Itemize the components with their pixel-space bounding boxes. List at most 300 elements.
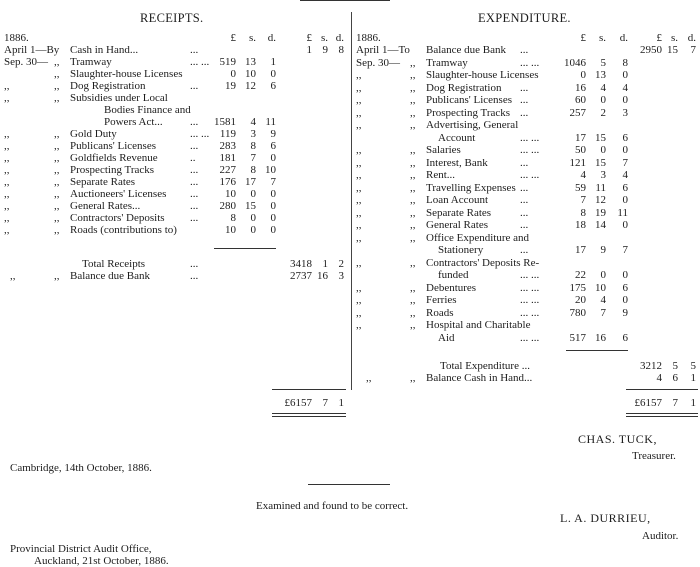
receipts-row-dots: ... ... xyxy=(190,56,210,68)
receipts-total-pounds: 3418 xyxy=(290,258,312,270)
receipts-row-pounds: 176 xyxy=(219,176,236,188)
place-date: Cambridge, 14th October, 1886. xyxy=(10,462,152,474)
expenditure-row-pounds: 18 xyxy=(575,219,586,231)
receipts-row-pounds: 280 xyxy=(219,200,236,212)
receipts-row-pence: 0 xyxy=(270,188,276,200)
receipts-row-prefix: ,, xyxy=(54,176,60,188)
expenditure-row-dots: ... ... xyxy=(520,132,540,144)
expenditure-row-pounds: 1046 xyxy=(564,57,586,69)
expenditure-row-dots: ... ... xyxy=(520,282,540,294)
auditor-title: Auditor. xyxy=(642,530,679,542)
receipts-row-pence: 0 xyxy=(270,200,276,212)
expenditure-row-label: Travelling Expenses xyxy=(426,182,516,194)
receipts-total-shillings: 1 xyxy=(322,258,328,270)
expenditure-row-pounds: 0 xyxy=(580,69,586,81)
receipts-row-prefix: ,, xyxy=(54,188,60,200)
receipts-row-pence: 7 xyxy=(270,176,276,188)
expenditure-balance-shillings: 6 xyxy=(672,372,678,384)
expenditure-total-pounds: 3212 xyxy=(640,360,662,372)
receipts-row-prefix: ,, xyxy=(54,128,60,140)
receipts-row-label: Tramway xyxy=(70,56,112,68)
expenditure-row-dots: ... ... xyxy=(520,294,540,306)
receipts-row-pounds: 0 xyxy=(230,68,236,80)
expenditure-row-pounds: 517 xyxy=(569,332,586,344)
expenditure-row-pounds: 50 xyxy=(575,144,586,156)
expenditure-row-prefix: ,, xyxy=(410,257,416,269)
expenditure-row-date: ,, xyxy=(356,94,362,106)
auditor-name: L. A. DURRIEU, xyxy=(560,511,651,525)
expenditure-row-dots: ... ... xyxy=(520,169,540,181)
receipts-row-pence: 0 xyxy=(270,152,276,164)
receipts-year: 1886. xyxy=(4,32,29,44)
expenditure-row-pounds: 7 xyxy=(580,194,586,206)
expenditure-grand-rule-top xyxy=(626,389,698,390)
expenditure-row-total-pounds: 2950 xyxy=(640,44,662,56)
expenditure-balance-date: ,, xyxy=(366,372,372,384)
receipts-row-pence: 11 xyxy=(265,116,276,128)
expenditure-total-pence-header: d. xyxy=(687,32,696,44)
receipts-balance-date: ,, xyxy=(10,270,16,282)
expenditure-row-date: ,, xyxy=(356,82,362,94)
expenditure-row-label: Advertising, General xyxy=(426,119,519,131)
expenditure-row-label: Stationery xyxy=(438,244,484,256)
audit-office-date: Auckland, 21st October, 1886. xyxy=(34,555,169,567)
receipts-row-label: Cash in Hand... xyxy=(70,44,139,56)
receipts-row-prefix: ,, xyxy=(54,212,60,224)
expenditure-row-pence: 0 xyxy=(622,194,628,206)
expenditure-row-shillings: 13 xyxy=(595,69,606,81)
receipts-row-label: Roads (contributions to) xyxy=(70,224,177,236)
expenditure-row-prefix: ,, xyxy=(410,282,416,294)
expenditure-total-pounds-header: £ xyxy=(656,32,662,44)
expenditure-row-label: Salaries xyxy=(426,144,461,156)
expenditure-row-label: Hospital and Charitable xyxy=(426,319,531,331)
receipts-row-prefix: ,, xyxy=(54,164,60,176)
receipts-total-shillings-header: s. xyxy=(320,32,328,44)
expenditure-row-shillings: 7 xyxy=(600,307,606,319)
receipts-row-label: Subsidies under Local xyxy=(70,92,168,104)
top-rule xyxy=(300,0,390,1)
receipts-row-prefix: ,, xyxy=(54,200,60,212)
receipts-row-pounds: 283 xyxy=(219,140,236,152)
expenditure-row-date: ,, xyxy=(356,282,362,294)
receipts-row-dots: ... xyxy=(190,200,199,212)
receipts-row-date: ,, xyxy=(4,152,10,164)
expenditure-row-dots: ... xyxy=(520,107,529,119)
receipts-balance-pounds: 2737 xyxy=(290,270,312,282)
expenditure-year: 1886. xyxy=(356,32,381,44)
receipts-total-dots: ... xyxy=(190,258,199,270)
expenditure-row-date: ,, xyxy=(356,319,362,331)
expenditure-pounds-header: £ xyxy=(580,32,586,44)
expenditure-row-pence: 4 xyxy=(622,82,628,94)
receipts-grand-rule-top xyxy=(272,389,346,390)
expenditure-row-prefix: ,, xyxy=(410,182,416,194)
expenditure-total-pence: 5 xyxy=(690,360,696,372)
expenditure-row-prefix: ,, xyxy=(410,119,416,131)
expenditure-row-pence: 4 xyxy=(622,169,628,181)
receipts-subtotal-rule xyxy=(214,248,276,249)
expenditure-row-pounds: 8 xyxy=(580,207,586,219)
expenditure-grand-rule-bottom-2 xyxy=(626,416,698,417)
receipts-row-shillings: 8 xyxy=(250,164,256,176)
expenditure-row-label: Ferries xyxy=(426,294,457,306)
receipts-row-date: Sep. 30— xyxy=(4,56,48,68)
expenditure-row-pence: 6 xyxy=(622,132,628,144)
receipts-row-date: ,, xyxy=(4,212,10,224)
expenditure-row-pence: 6 xyxy=(622,332,628,344)
receipts-row-prefix: ,, xyxy=(54,80,60,92)
expenditure-row-pounds: 22 xyxy=(575,269,586,281)
expenditure-row-dots: ... ... xyxy=(520,307,540,319)
treasurer-title: Treasurer. xyxy=(632,450,676,462)
receipts-row-pounds: 10 xyxy=(225,224,236,236)
receipts-row-pounds: 8 xyxy=(230,212,236,224)
receipts-grand-pounds: £6157 xyxy=(284,397,312,409)
expenditure-row-dots: ... ... xyxy=(520,269,540,281)
expenditure-row-prefix: ,, xyxy=(410,157,416,169)
expenditure-row-pence: 0 xyxy=(622,69,628,81)
receipts-row-label: Auctioneers' Licenses xyxy=(70,188,167,200)
receipts-row-pence: 6 xyxy=(270,80,276,92)
expenditure-row-date: ,, xyxy=(356,257,362,269)
receipts-row-shillings: 8 xyxy=(250,140,256,152)
expenditure-row-prefix: ,, xyxy=(410,307,416,319)
expenditure-row-date: ,, xyxy=(356,307,362,319)
expenditure-row-shillings: 4 xyxy=(600,82,606,94)
expenditure-row-dots: ... ... xyxy=(520,332,540,344)
receipts-balance-prefix: ,, xyxy=(54,270,60,282)
expenditure-row-label: Contractors' Deposits Re- xyxy=(426,257,540,269)
expenditure-row-date: ,, xyxy=(356,69,362,81)
expenditure-row-label: Balance due Bank xyxy=(426,44,507,56)
expenditure-row-dots: ... xyxy=(520,157,529,169)
receipts-balance-label: Balance due Bank xyxy=(70,270,151,282)
expenditure-grand-shillings: 7 xyxy=(672,397,678,409)
receipts-heading: RECEIPTS. xyxy=(140,11,204,25)
expenditure-row-pounds: 60 xyxy=(575,94,586,106)
expenditure-row-date: April 1—To xyxy=(356,44,410,56)
expenditure-row-date: ,, xyxy=(356,157,362,169)
expenditure-row-pence: 7 xyxy=(622,244,628,256)
expenditure-row-dots: ... xyxy=(520,94,529,106)
expenditure-row-dots: ... xyxy=(520,194,529,206)
receipts-row-label: Publicans' Licenses xyxy=(70,140,156,152)
receipts-row-pounds: 519 xyxy=(219,56,236,68)
expenditure-row-shillings: 16 xyxy=(595,332,606,344)
expenditure-balance-pence: 1 xyxy=(690,372,696,384)
receipts-row-label: Separate Rates xyxy=(70,176,136,188)
receipts-row-date: ,, xyxy=(4,176,10,188)
expenditure-row-pence: 0 xyxy=(622,219,628,231)
receipts-total-pence: 2 xyxy=(338,258,344,270)
expenditure-row-shillings: 9 xyxy=(600,244,606,256)
receipts-row-dots: ... xyxy=(190,44,199,56)
expenditure-row-prefix: ,, xyxy=(410,94,416,106)
expenditure-row-shillings: 0 xyxy=(600,269,606,281)
expenditure-grand-rule-bottom-1 xyxy=(626,413,698,414)
expenditure-row-total-pence: 7 xyxy=(690,44,696,56)
receipts-grand-shillings: 7 xyxy=(322,397,328,409)
receipts-row-pence: 0 xyxy=(270,224,276,236)
receipts-row-pounds: 181 xyxy=(219,152,236,164)
expenditure-row-shillings: 4 xyxy=(600,294,606,306)
receipts-row-shillings: 7 xyxy=(250,152,256,164)
receipts-row-date: ,, xyxy=(4,164,10,176)
expenditure-row-pence: 0 xyxy=(622,144,628,156)
expenditure-row-dots: ... xyxy=(520,182,529,194)
expenditure-row-pence: 9 xyxy=(622,307,628,319)
receipts-row-pounds: 119 xyxy=(219,128,236,140)
receipts-row-dots: ... xyxy=(190,80,199,92)
expenditure-row-pounds: 59 xyxy=(575,182,586,194)
expenditure-row-date: ,, xyxy=(356,107,362,119)
expenditure-row-dots: ... xyxy=(520,82,529,94)
receipts-row-label: Gold Duty xyxy=(70,128,117,140)
receipts-row-date: ,, xyxy=(4,200,10,212)
receipts-row-dots: ... xyxy=(190,116,199,128)
treasurer-name: CHAS. TUCK, xyxy=(578,432,657,446)
expenditure-row-prefix: ,, xyxy=(410,319,416,331)
receipts-row-shillings: 0 xyxy=(250,188,256,200)
receipts-row-label: General Rates... xyxy=(70,200,141,212)
expenditure-row-prefix: ,, xyxy=(410,194,416,206)
expenditure-row-date: Sep. 30— xyxy=(356,57,400,69)
expenditure-row-prefix: ,, xyxy=(410,207,416,219)
expenditure-row-label: Prospecting Tracks xyxy=(426,107,511,119)
column-divider xyxy=(351,12,352,390)
receipts-row-prefix: ,, xyxy=(54,68,60,80)
expenditure-row-pounds: 17 xyxy=(575,132,586,144)
receipts-row-pence: 6 xyxy=(270,140,276,152)
receipts-row-label: Slaughter-house Licenses xyxy=(70,68,183,80)
audit-office: Provincial District Audit Office, xyxy=(10,543,152,555)
expenditure-row-date: ,, xyxy=(356,232,362,244)
expenditure-row-date: ,, xyxy=(356,294,362,306)
receipts-row-total-pounds: 1 xyxy=(306,44,312,56)
expenditure-row-shillings: 12 xyxy=(595,194,606,206)
expenditure-row-label: Tramway xyxy=(426,57,468,69)
receipts-row-label: Contractors' Deposits xyxy=(70,212,165,224)
receipts-row-pounds: 19 xyxy=(225,80,236,92)
expenditure-row-prefix: ,, xyxy=(410,294,416,306)
expenditure-row-pounds: 17 xyxy=(575,244,586,256)
expenditure-row-pence: 6 xyxy=(622,182,628,194)
receipts-row-shillings: 13 xyxy=(245,56,256,68)
expenditure-row-pence: 6 xyxy=(622,282,628,294)
receipts-row-prefix: ,, xyxy=(54,140,60,152)
receipts-row-dots: ... ... xyxy=(190,128,210,140)
receipts-row-shillings: 3 xyxy=(250,128,256,140)
receipts-row-prefix: ,, xyxy=(54,152,60,164)
receipts-row-date: ,, xyxy=(4,188,10,200)
expenditure-row-dots: ... ... xyxy=(520,57,540,69)
receipts-row-label: Prospecting Tracks xyxy=(70,164,155,176)
receipts-row-label: Dog Registration xyxy=(70,80,146,92)
expenditure-row-shillings: 11 xyxy=(595,182,606,194)
expenditure-row-prefix: ,, xyxy=(410,232,416,244)
expenditure-row-prefix: ,, xyxy=(410,69,416,81)
expenditure-row-pence: 0 xyxy=(622,269,628,281)
receipts-balance-dots: ... xyxy=(190,270,199,282)
expenditure-row-prefix: ,, xyxy=(410,169,416,181)
examined-statement: Examined and found to be correct. xyxy=(256,500,409,512)
expenditure-row-label: Loan Account xyxy=(426,194,489,206)
expenditure-row-date: ,, xyxy=(356,169,362,181)
receipts-grand-pence: 1 xyxy=(338,397,344,409)
expenditure-heading: EXPENDITURE. xyxy=(478,11,571,25)
expenditure-row-pounds: 4 xyxy=(580,169,586,181)
expenditure-row-label: General Rates xyxy=(426,219,488,231)
expenditure-row-label: Separate Rates xyxy=(426,207,492,219)
expenditure-row-dots: ... xyxy=(520,207,529,219)
receipts-row-pence: 0 xyxy=(270,68,276,80)
expenditure-row-shillings: 15 xyxy=(595,132,606,144)
examined-rule xyxy=(308,484,390,485)
expenditure-total-shillings-header: s. xyxy=(670,32,678,44)
expenditure-row-shillings: 0 xyxy=(600,94,606,106)
expenditure-balance-pounds: 4 xyxy=(656,372,662,384)
receipts-row-shillings: 0 xyxy=(250,212,256,224)
expenditure-row-label: Publicans' Licenses xyxy=(426,94,512,106)
expenditure-pence-header: d. xyxy=(619,32,628,44)
expenditure-row-date: ,, xyxy=(356,182,362,194)
receipts-row-shillings: 12 xyxy=(245,80,256,92)
expenditure-row-total-shillings: 15 xyxy=(667,44,678,56)
receipts-row-dots: ... xyxy=(190,212,199,224)
expenditure-row-label: Aid xyxy=(438,332,455,344)
expenditure-row-shillings: 0 xyxy=(600,144,606,156)
expenditure-row-label: Account xyxy=(438,132,476,144)
receipts-total-pounds-header: £ xyxy=(306,32,312,44)
expenditure-row-pence: 8 xyxy=(622,57,628,69)
expenditure-row-prefix: ,, xyxy=(410,144,416,156)
expenditure-row-label: Office Expenditure and xyxy=(426,232,530,244)
expenditure-row-pence: 3 xyxy=(622,107,628,119)
expenditure-row-pounds: 20 xyxy=(575,294,586,306)
receipts-shillings-header: s. xyxy=(248,32,256,44)
receipts-row-date: ,, xyxy=(4,224,10,236)
receipts-row-shillings: 4 xyxy=(250,116,256,128)
expenditure-row-dots: ... xyxy=(520,219,529,231)
expenditure-row-pounds: 16 xyxy=(575,82,586,94)
receipts-row-shillings: 0 xyxy=(250,224,256,236)
expenditure-row-prefix: ,, xyxy=(410,107,416,119)
expenditure-row-label: Rent... xyxy=(426,169,456,181)
expenditure-row-shillings: 15 xyxy=(595,157,606,169)
expenditure-row-pounds: 257 xyxy=(569,107,586,119)
receipts-row-dots: ... xyxy=(190,188,199,200)
expenditure-row-date: ,, xyxy=(356,194,362,206)
expenditure-row-pounds: 780 xyxy=(569,307,586,319)
receipts-row-pence: 9 xyxy=(270,128,276,140)
receipts-row-shillings: 10 xyxy=(245,68,256,80)
receipts-row-date: ,, xyxy=(4,80,10,92)
expenditure-row-shillings: 2 xyxy=(600,107,606,119)
expenditure-row-date: ,, xyxy=(356,219,362,231)
expenditure-grand-pence: 1 xyxy=(690,397,696,409)
receipts-balance-pence: 3 xyxy=(338,270,344,282)
expenditure-row-pence: 7 xyxy=(622,157,628,169)
expenditure-row-label: Interest, Bank xyxy=(426,157,488,169)
receipts-balance-shillings: 16 xyxy=(317,270,328,282)
receipts-row-pounds: 1581 xyxy=(214,116,236,128)
receipts-row-date: ,, xyxy=(4,140,10,152)
receipts-row-label: Goldfields Revenue xyxy=(70,152,158,164)
receipts-row-prefix: ,, xyxy=(54,92,60,104)
expenditure-subtotal-rule xyxy=(566,350,628,351)
expenditure-row-label: Debentures xyxy=(426,282,477,294)
expenditure-row-prefix: ,, xyxy=(410,219,416,231)
receipts-row-label: Powers Act... xyxy=(104,116,163,128)
expenditure-row-shillings: 3 xyxy=(600,169,606,181)
receipts-row-dots: .. xyxy=(190,152,196,164)
receipts-row-prefix: ,, xyxy=(54,224,60,236)
receipts-total-pence-header: d. xyxy=(335,32,344,44)
receipts-pence-header: d. xyxy=(267,32,276,44)
receipts-pounds-header: £ xyxy=(230,32,236,44)
receipts-row-total-pence: 8 xyxy=(338,44,344,56)
receipts-row-shillings: 15 xyxy=(245,200,256,212)
receipts-row-date: ,, xyxy=(4,128,10,140)
receipts-row-pounds: 227 xyxy=(219,164,236,176)
expenditure-row-pounds: 121 xyxy=(569,157,586,169)
expenditure-row-shillings: 14 xyxy=(595,219,606,231)
expenditure-shillings-header: s. xyxy=(598,32,606,44)
receipts-row-dots: ... xyxy=(190,164,199,176)
expenditure-row-prefix: ,, xyxy=(410,57,416,69)
expenditure-row-date: ,, xyxy=(356,144,362,156)
expenditure-row-pence: 0 xyxy=(622,294,628,306)
expenditure-total-shillings: 5 xyxy=(672,360,678,372)
expenditure-row-dots: ... xyxy=(520,244,529,256)
receipts-total-label: Total Receipts xyxy=(82,258,146,270)
expenditure-row-shillings: 5 xyxy=(600,57,606,69)
expenditure-row-shillings: 19 xyxy=(595,207,606,219)
receipts-row-total-shillings: 9 xyxy=(322,44,328,56)
receipts-row-date: April 1—By xyxy=(4,44,60,56)
expenditure-row-pounds: 175 xyxy=(569,282,586,294)
expenditure-row-date: ,, xyxy=(356,119,362,131)
expenditure-row-date: ,, xyxy=(356,207,362,219)
expenditure-row-prefix: ,, xyxy=(410,82,416,94)
receipts-grand-rule-bottom-2 xyxy=(272,416,346,417)
receipts-grand-rule-bottom-1 xyxy=(272,413,346,414)
expenditure-row-label: Slaughter-house Licenses xyxy=(426,69,539,81)
receipts-row-dots: ... xyxy=(190,140,199,152)
expenditure-row-dots: ... xyxy=(520,44,529,56)
receipts-row-pence: 10 xyxy=(265,164,276,176)
expenditure-row-dots: ... ... xyxy=(520,144,540,156)
expenditure-row-label: Dog Registration xyxy=(426,82,502,94)
expenditure-balance-label: Balance Cash in Hand... xyxy=(426,372,533,384)
receipts-row-shillings: 17 xyxy=(245,176,256,188)
receipts-row-date: ,, xyxy=(4,92,10,104)
receipts-row-dots: ... xyxy=(190,176,199,188)
expenditure-total-label: Total Expenditure ... xyxy=(440,360,530,372)
expenditure-row-label: Roads xyxy=(426,307,454,319)
expenditure-balance-prefix: ,, xyxy=(410,372,416,384)
receipts-row-pence: 0 xyxy=(270,212,276,224)
expenditure-row-pence: 11 xyxy=(617,207,628,219)
expenditure-grand-pounds: £6157 xyxy=(634,397,662,409)
receipts-row-pounds: 10 xyxy=(225,188,236,200)
receipts-row-label: Bodies Finance and xyxy=(104,104,191,116)
expenditure-row-pence: 0 xyxy=(622,94,628,106)
receipts-row-prefix: ,, xyxy=(54,56,60,68)
receipts-row-pence: 1 xyxy=(270,56,276,68)
expenditure-row-shillings: 10 xyxy=(595,282,606,294)
